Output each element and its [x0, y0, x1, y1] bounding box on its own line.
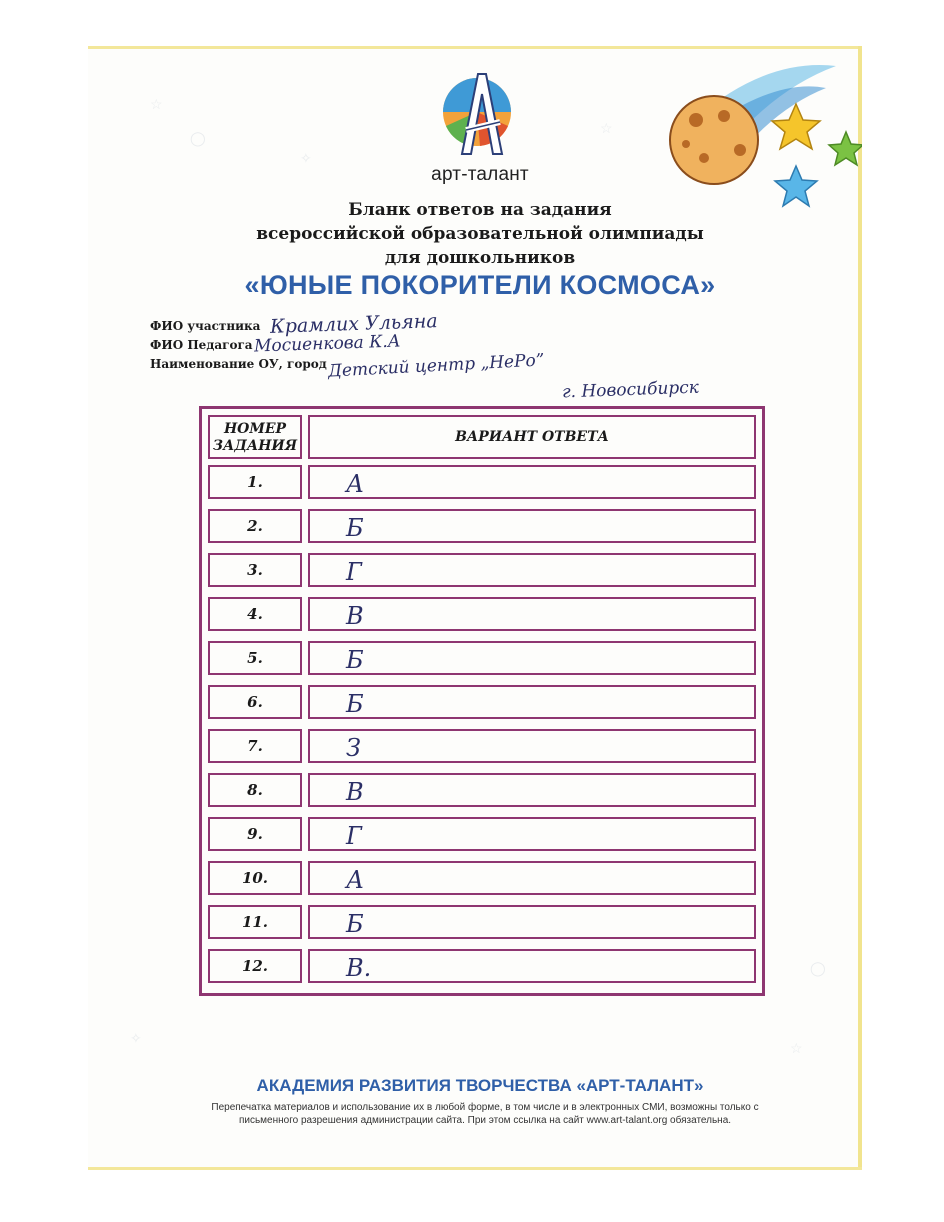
- header-line-1: Бланк ответов на задания: [348, 200, 612, 220]
- table-row: [208, 685, 756, 719]
- organization-handwritten-line-1: Детский центр „НеРо”: [327, 350, 545, 382]
- organization-handwritten-line-2: г. Новосибирск: [561, 377, 700, 403]
- column-header-number: НОМЕР ЗАДАНИЯ: [208, 415, 302, 459]
- header-line-3: для дошкольников: [384, 248, 576, 268]
- answer-cell: [308, 685, 756, 719]
- answer-cell: [308, 949, 756, 983]
- table-row: [208, 949, 756, 983]
- handwritten-answer: Б: [346, 690, 364, 718]
- doodle-star-icon: ✧: [300, 150, 312, 166]
- answers-table: [199, 406, 765, 996]
- footer-note-line-2: письменного разрешения администрации сайта. При этом ссылка на сайт www.art-talant.org обязательна.: [238, 1115, 732, 1126]
- handwritten-answer: Б: [346, 910, 364, 938]
- sheet-edge-right: [858, 46, 862, 1170]
- task-number: 10.: [208, 861, 302, 895]
- task-number: 1.: [208, 465, 302, 499]
- task-number: 8.: [208, 773, 302, 807]
- answer-cell: [308, 641, 756, 675]
- doodle-star-icon: ☆: [150, 96, 163, 112]
- handwritten-answer: З: [346, 734, 361, 762]
- sheet-edge-bottom: [88, 1167, 862, 1170]
- table-row: [208, 597, 756, 631]
- task-number: 5.: [208, 641, 302, 675]
- handwritten-answer: Б: [346, 646, 364, 674]
- logo-caption: арт-талант: [431, 164, 529, 185]
- table-row: [208, 905, 756, 939]
- task-number: 12.: [208, 949, 302, 983]
- table-row: [208, 773, 756, 807]
- organization-label: Наименование ОУ, город: [150, 357, 327, 371]
- answer-cell: [308, 861, 756, 895]
- answer-cell: [308, 729, 756, 763]
- doodle-star-icon: ☆: [790, 1040, 803, 1056]
- handwritten-answer: В: [346, 778, 364, 806]
- table-row: [208, 465, 756, 499]
- handwritten-answer: Г: [346, 822, 362, 850]
- answer-cell: [308, 905, 756, 939]
- olympiad-title: «ЮНЫЕ ПОКОРИТЕЛИ КОСМОСА»: [244, 270, 716, 300]
- task-number: 6.: [208, 685, 302, 719]
- table-header-row: [208, 415, 756, 459]
- table-row: [208, 553, 756, 587]
- column-header-answer: ВАРИАНТ ОТВЕТА: [308, 415, 756, 459]
- table-row: [208, 729, 756, 763]
- task-number: 9.: [208, 817, 302, 851]
- art-talant-logo: [432, 64, 522, 164]
- answer-cell: [308, 817, 756, 851]
- footer-note-line-1: Перепечатка материалов и использование их в любой форме, в том числе и в электронных СМИ, возможны только с: [211, 1102, 759, 1113]
- sheet-edge-top: [88, 46, 862, 49]
- task-number: 4.: [208, 597, 302, 631]
- doodle-planet-icon: ◯: [190, 130, 206, 146]
- handwritten-answer: В: [346, 602, 364, 630]
- task-number: 11.: [208, 905, 302, 939]
- teacher-name-handwritten: Мосиенкова К.А: [253, 331, 401, 357]
- table-row: [208, 509, 756, 543]
- task-number: 7.: [208, 729, 302, 763]
- handwritten-answer: Г: [346, 558, 362, 586]
- handwritten-answer: А: [346, 866, 365, 894]
- table-row: [208, 861, 756, 895]
- footer-copyright-note: [170, 1101, 800, 1127]
- doodle-star-icon: ☆: [600, 120, 613, 136]
- table-row: [208, 641, 756, 675]
- answer-cell: [308, 465, 756, 499]
- answer-cell: [308, 773, 756, 807]
- answer-cell: [308, 597, 756, 631]
- handwritten-answer: А: [346, 470, 365, 498]
- handwritten-answer: В.: [346, 954, 372, 982]
- header-line-2: всероссийской образовательной олимпиады: [256, 224, 704, 244]
- answer-cell: [308, 553, 756, 587]
- task-number: 3.: [208, 553, 302, 587]
- handwritten-answer: Б: [346, 514, 364, 542]
- planet-stars-illustration: [656, 58, 862, 210]
- teacher-label: ФИО Педагога: [150, 338, 253, 352]
- doodle-planet-icon: ◯: [810, 960, 826, 976]
- participant-label: ФИО участника: [150, 319, 261, 333]
- footer-academy-title: АКАДЕМИЯ РАЗВИТИЯ ТВОРЧЕСТВА «АРТ-ТАЛАНТ»: [256, 1076, 704, 1095]
- task-number: 2.: [208, 509, 302, 543]
- participant-name-handwritten: Крамлих Ульяна: [269, 310, 438, 338]
- answer-cell: [308, 509, 756, 543]
- doodle-star-icon: ✧: [130, 1030, 142, 1046]
- table-row: [208, 817, 756, 851]
